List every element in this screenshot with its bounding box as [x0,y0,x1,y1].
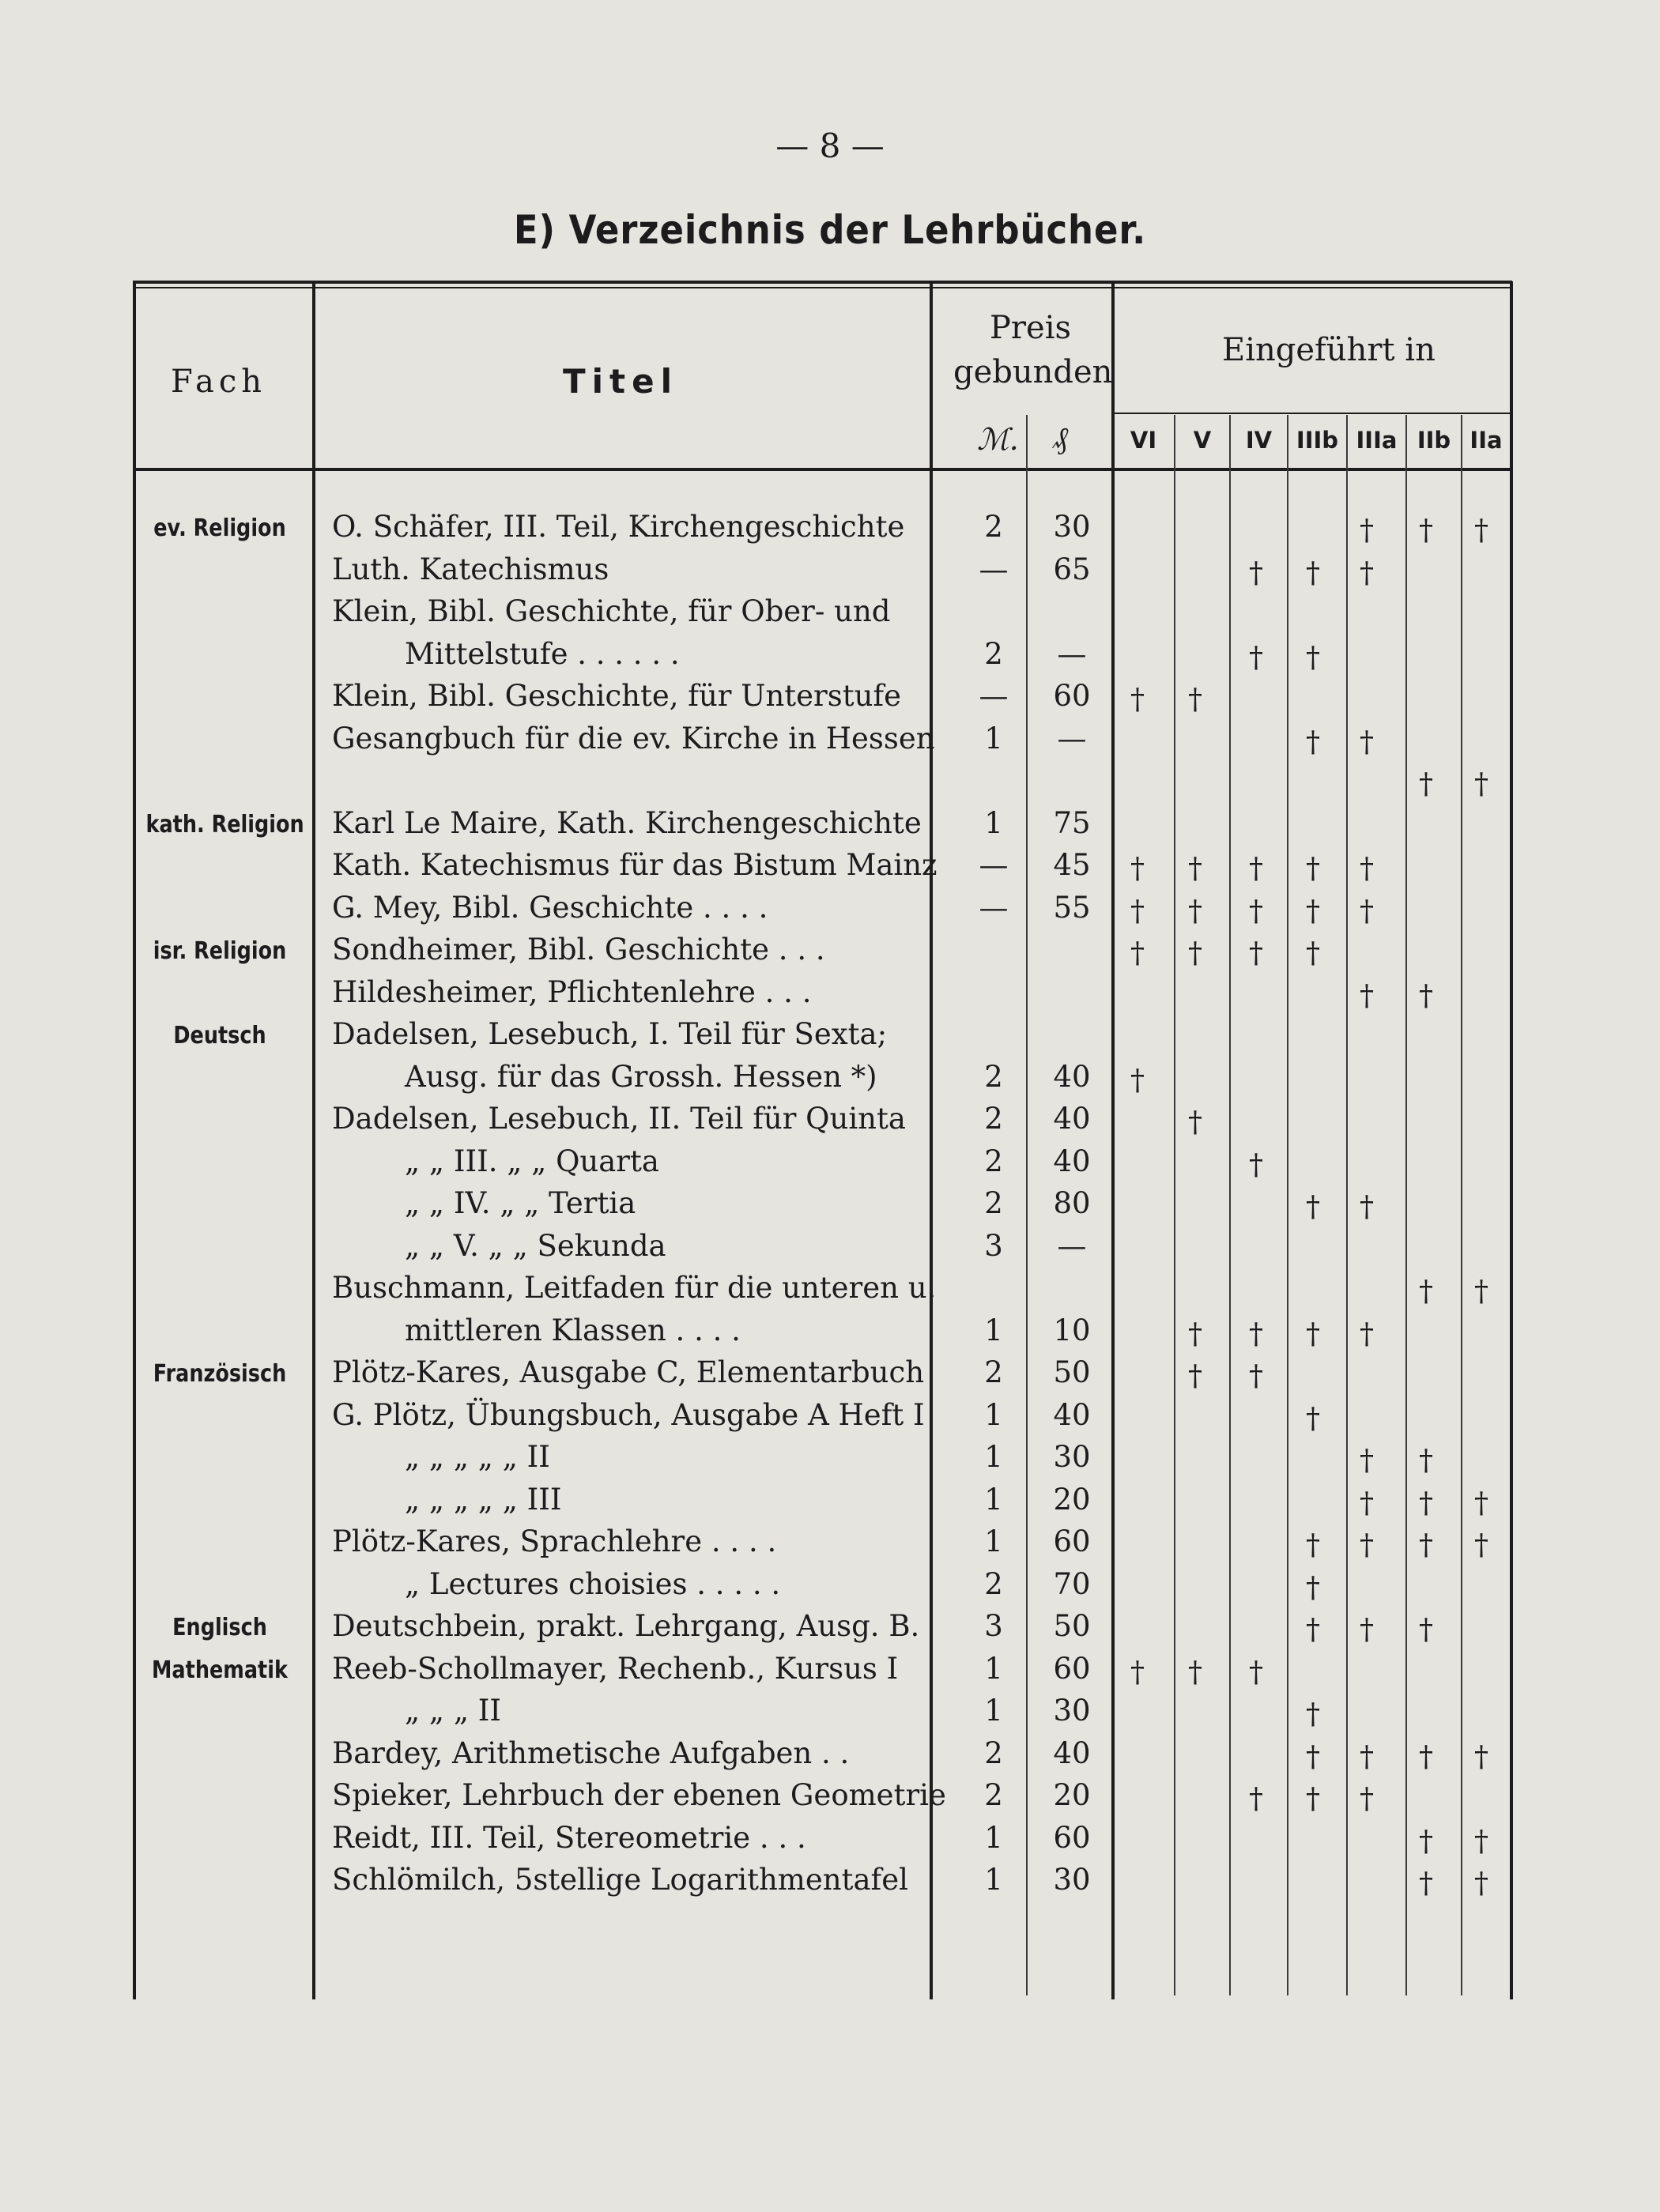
table-row [0,722,1660,763]
book-title: Spieker, Lehrbuch der ebenen Geometrie [332,1778,946,1812]
table-row [0,1483,1660,1524]
introduced-cross-icon: † [1360,1317,1374,1351]
introduced-cross-icon: † [1188,937,1202,970]
price-mark: 2 [984,1144,1003,1178]
header-class-v: V [1193,427,1212,454]
introduced-cross-icon: † [1306,1402,1320,1435]
price-mark: 2 [984,636,1003,671]
introduced-cross-icon: † [1474,514,1488,547]
book-title: Plötz-Kares, Ausgabe C, Elementarbuch [332,1355,925,1389]
introduced-cross-icon: † [1306,1191,1320,1223]
introduced-cross-icon: † [1360,853,1374,885]
introduced-cross-icon: † [1474,768,1488,801]
header-fach: Fach [171,364,267,400]
header-gebunden: gebunden [953,354,1113,390]
book-title: Buschmann, Leitfaden für die unteren u. [332,1271,937,1305]
price-mark: — [979,848,1009,882]
introduced-cross-icon: † [1419,979,1433,1012]
price-mark: 1 [984,1651,1003,1686]
introduced-cross-icon: † [1360,1529,1374,1562]
table-row [0,594,1660,635]
price-pfennig: 10 [1053,1313,1091,1347]
introduced-cross-icon: † [1249,1317,1263,1351]
book-title: Klein, Bibl. Geschichte, für Ober- und [332,594,891,628]
book-title: G. Mey, Bibl. Geschichte . . . . [332,890,768,925]
price-mark: 2 [984,1186,1003,1220]
price-pfennig: 60 [1053,1820,1091,1855]
introduced-cross-icon: † [1249,556,1263,590]
fach-label: Deutsch [173,1022,266,1049]
introduced-cross-icon: † [1419,1529,1433,1562]
price-mark: 1 [984,1440,1003,1474]
page-heading: E) Verzeichnis der Lehrbücher. [513,207,1147,253]
fach-label: ev. Religion [153,514,286,542]
introduced-cross-icon: † [1360,895,1374,928]
price-pfennig: 50 [1053,1355,1091,1389]
fach-label: Französisch [153,1360,287,1388]
book-title: Luth. Katechismus [332,552,609,586]
price-pfennig: 50 [1053,1609,1091,1643]
introduced-cross-icon: † [1306,1317,1320,1351]
table-row [0,1694,1660,1735]
table-row [0,975,1660,1016]
book-title: „ „ „ „ „ II [405,1440,550,1474]
introduced-cross-icon: † [1360,1487,1374,1520]
introduced-cross-icon: † [1419,768,1433,801]
table-row [0,1144,1660,1185]
table-row [0,848,1660,889]
price-mark: 1 [984,1863,1003,1897]
introduced-cross-icon: † [1188,1317,1202,1351]
introduced-cross-icon: † [1474,1529,1488,1562]
fach-label: Englisch [172,1614,267,1641]
header-preis: Preis [990,310,1072,346]
table-row [0,637,1660,678]
introduced-cross-icon: † [1360,1740,1374,1773]
table-row [0,1060,1660,1101]
price-mark: 2 [984,1102,1003,1136]
table-row [0,1736,1660,1777]
price-pfennig: 30 [1053,1863,1091,1897]
introduced-cross-icon: † [1306,895,1320,928]
price-mark: 1 [984,805,1003,840]
introduced-cross-icon: † [1306,1614,1320,1646]
introduced-cross-icon: † [1306,725,1320,759]
table-row [0,1017,1660,1058]
price-pfennig: 20 [1053,1778,1091,1812]
introduced-cross-icon: † [1419,1614,1433,1646]
price-mark: 1 [984,1397,1003,1432]
table-row [0,1271,1660,1312]
introduced-cross-icon: † [1306,1571,1320,1604]
introduced-cross-icon: † [1419,1487,1433,1520]
price-mark: 2 [984,1355,1003,1389]
book-title: Hildesheimer, Pflichtenlehre . . . [332,974,812,1009]
classes-header-rule [1113,413,1512,414]
header-class-iib: IIb [1417,427,1451,454]
introduced-cross-icon: † [1249,1360,1263,1392]
table-row [0,1821,1660,1862]
table-top-rule-inner [133,287,1512,288]
introduced-cross-icon: † [1360,556,1374,590]
book-title: Plötz-Kares, Sprachlehre . . . . [332,1524,777,1558]
book-title: Klein, Bibl. Geschichte, für Unterstufe [332,679,902,713]
introduced-cross-icon: † [1360,514,1374,547]
price-mark: 1 [984,1820,1003,1855]
price-pfennig: 40 [1053,1144,1091,1178]
price-mark: — [979,552,1009,586]
table-row [0,1313,1660,1355]
price-pfennig: 30 [1053,1694,1091,1728]
price-pfennig: 40 [1053,1059,1091,1094]
introduced-cross-icon: † [1130,937,1145,970]
price-mark: 1 [984,1694,1003,1728]
book-title: mittleren Klassen . . . . [405,1313,741,1347]
introduced-cross-icon: † [1249,937,1263,970]
price-pfennig: 60 [1053,679,1091,713]
introduced-cross-icon: † [1249,853,1263,885]
introduced-cross-icon: † [1306,1740,1320,1773]
price-pfennig: — [1057,1228,1087,1263]
introduced-cross-icon: † [1249,1148,1263,1181]
fach-label: isr. Religion [153,937,287,965]
introduced-cross-icon: † [1188,895,1202,928]
header-class-iiia: IIIa [1356,427,1398,454]
price-pfennig: 20 [1053,1482,1091,1517]
fach-label: kath. Religion [145,810,304,838]
price-mark: 1 [984,1482,1003,1517]
introduced-cross-icon: † [1419,514,1433,547]
book-title: Kath. Katechismus für das Bistum Mainz [332,848,938,882]
book-title: Dadelsen, Lesebuch, II. Teil für Quinta [332,1102,906,1136]
table-row [0,1863,1660,1904]
introduced-cross-icon: † [1474,1487,1488,1520]
introduced-cross-icon: † [1130,853,1145,885]
table-row [0,1778,1660,1819]
price-pfennig: 60 [1053,1524,1091,1558]
introduced-cross-icon: † [1360,1783,1374,1815]
book-title: „ „ V. „ „ Sekunda [405,1228,666,1263]
introduced-cross-icon: † [1474,1276,1488,1308]
book-title: Deutschbein, prakt. Lehrgang, Ausg. B. [332,1609,920,1643]
introduced-cross-icon: † [1360,725,1374,759]
price-pfennig: 30 [1053,510,1091,544]
table-row [0,1102,1660,1143]
introduced-cross-icon: † [1419,1825,1433,1858]
table-row [0,1355,1660,1396]
price-pfennig: 30 [1053,1440,1091,1474]
book-title: O. Schäfer, III. Teil, Kirchengeschichte [332,510,905,544]
book-title: „ Lectures choisies . . . . . [405,1566,781,1601]
price-mark: 1 [984,721,1003,756]
price-pfennig: — [1057,721,1087,756]
price-pfennig: 70 [1053,1566,1091,1601]
page-number: — 8 — [775,126,885,165]
table-row [0,552,1660,594]
introduced-cross-icon: † [1306,1783,1320,1815]
price-pfennig: 40 [1053,1102,1091,1136]
book-title: „ „ „ „ „ III [405,1482,562,1517]
introduced-cross-icon: † [1188,1656,1202,1689]
book-title: Sondheimer, Bibl. Geschichte . . . [332,933,825,967]
header-class-iia: IIa [1469,427,1503,454]
book-title: „ „ III. „ „ Quarta [405,1144,659,1178]
book-title: Reidt, III. Teil, Stereometrie . . . [332,1820,806,1855]
introduced-cross-icon: † [1249,895,1263,928]
price-mark: 2 [984,1735,1003,1770]
introduced-cross-icon: † [1360,1445,1374,1477]
table-row [0,933,1660,974]
book-title: Bardey, Arithmetische Aufgaben . . [332,1735,850,1770]
introduced-cross-icon: † [1188,853,1202,885]
introduced-cross-icon: † [1130,1064,1145,1097]
introduced-cross-icon: † [1474,1867,1488,1900]
header-eingefuehrt: Eingeführt in [1222,332,1436,368]
book-title: Schlömilch, 5stellige Logarithmentafel [332,1863,908,1897]
header-class-iiib: IIIb [1296,427,1339,454]
price-mark: 3 [984,1228,1003,1263]
table-row [0,1440,1660,1481]
price-pfennig: 80 [1053,1186,1091,1220]
fach-label: Mathematik [152,1656,288,1684]
introduced-cross-icon: † [1419,1740,1433,1773]
book-title: Dadelsen, Lesebuch, I. Teil für Sexta; [332,1017,888,1051]
introduced-cross-icon: † [1419,1276,1433,1308]
header-class-iv: IV [1245,427,1273,454]
price-pfennig: 60 [1053,1651,1091,1686]
introduced-cross-icon: † [1249,1656,1263,1689]
table-row [0,1567,1660,1608]
book-title: „ „ IV. „ „ Tertia [405,1186,636,1220]
price-mark: 2 [984,510,1003,544]
introduced-cross-icon: † [1249,1783,1263,1815]
table-row [0,806,1660,847]
table-row [0,510,1660,551]
introduced-cross-icon: † [1306,853,1320,885]
book-title: Karl Le Maire, Kath. Kirchengeschichte [332,805,922,840]
table-row [0,1524,1660,1566]
book-title: Reeb-Schollmayer, Rechenb., Kursus I [332,1651,899,1686]
introduced-cross-icon: † [1306,1698,1320,1731]
introduced-cross-icon: † [1130,684,1145,716]
introduced-cross-icon: † [1306,937,1320,970]
table-row [0,1609,1660,1650]
header-bottom-rule [133,468,1512,471]
introduced-cross-icon: † [1419,1867,1433,1900]
book-title: G. Plötz, Übungsbuch, Ausgabe A Heft I [332,1397,925,1432]
price-pfennig: 45 [1053,848,1091,882]
price-pfennig: 65 [1053,552,1091,586]
table-row [0,1186,1660,1227]
introduced-cross-icon: † [1360,1191,1374,1223]
price-pfennig: — [1057,636,1087,671]
introduced-cross-icon: † [1474,1740,1488,1773]
price-pfennig: 75 [1053,805,1091,840]
price-mark: 2 [984,1059,1003,1094]
table-top-rule [133,281,1512,284]
table-row [0,891,1660,932]
table-row [0,1652,1660,1693]
introduced-cross-icon: † [1306,1529,1320,1562]
price-mark: 1 [984,1524,1003,1558]
introduced-cross-icon: † [1188,684,1202,716]
price-mark: 1 [984,1313,1003,1347]
table-row [0,1229,1660,1270]
introduced-cross-icon: † [1188,1106,1202,1139]
introduced-cross-icon: † [1306,641,1320,674]
price-pfennig: 40 [1053,1397,1091,1432]
table-row [0,763,1660,805]
introduced-cross-icon: † [1130,1656,1145,1689]
book-title: „ „ „ II [405,1694,502,1728]
price-mark: 2 [984,1566,1003,1601]
price-mark: 2 [984,1778,1003,1812]
book-title: Mittelstufe . . . . . . [405,636,680,671]
introduced-cross-icon: † [1306,556,1320,590]
price-mark: — [979,890,1009,925]
header-pfennig: ₰ [1053,420,1068,455]
introduced-cross-icon: † [1249,641,1263,674]
introduced-cross-icon: † [1474,1825,1488,1858]
price-pfennig: 40 [1053,1735,1091,1770]
table-row [0,1398,1660,1439]
introduced-cross-icon: † [1130,895,1145,928]
header-titel: Titel [563,362,679,401]
price-mark: — [979,679,1009,713]
book-title: Gesangbuch für die ev. Kirche in Hessen [332,721,935,756]
introduced-cross-icon: † [1188,1360,1202,1392]
introduced-cross-icon: † [1360,979,1374,1012]
introduced-cross-icon: † [1360,1614,1374,1646]
header-class-vi: VI [1130,427,1157,454]
book-title: Ausg. für das Grossh. Hessen *) [405,1059,877,1094]
price-pfennig: 55 [1053,890,1091,925]
introduced-cross-icon: † [1419,1445,1433,1477]
header-mark: ℳ. [977,422,1019,457]
table-row [0,679,1660,720]
price-mark: 3 [984,1609,1003,1643]
